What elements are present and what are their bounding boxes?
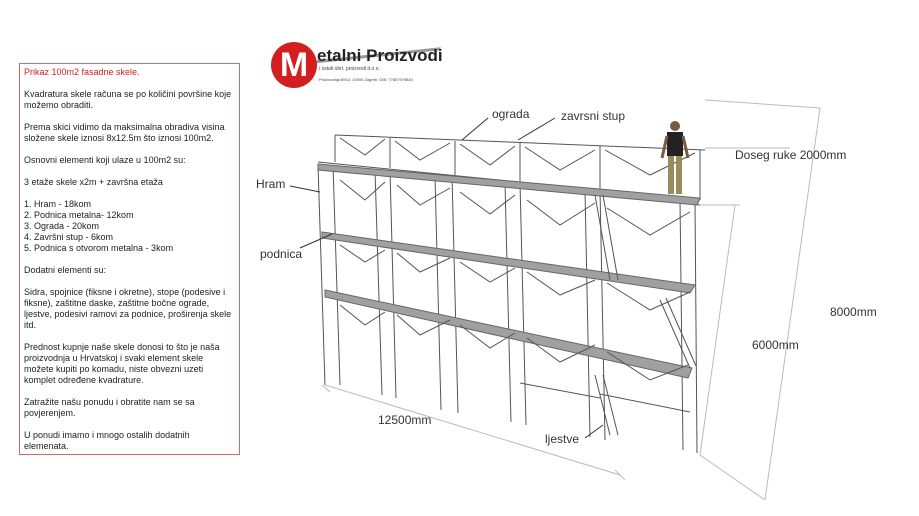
- list-item: 5. Podnica s otvorom metalna - 3kom: [24, 243, 174, 253]
- label-width-12500: 12500mm: [378, 413, 432, 427]
- logo-name: etalni Proizvodi: [317, 46, 443, 65]
- closing-paragraph: Prednost kupnje naše skele donosi to što je naša proizvodnja u Hrvatskoj i svaki element skele možete kupiti po komadu, niste obvezni uzeti komplet određene kvadrature.: [24, 342, 220, 385]
- lower-frames: [340, 180, 690, 412]
- list-item: 3. Ograda - 20kom: [24, 221, 100, 231]
- label-ljestve: ljestve: [545, 432, 580, 446]
- info-paragraph: Osnovni elementi koji ulaze u 100m2 su:: [24, 155, 186, 165]
- list-item: 1. Hram - 18kom: [24, 199, 92, 209]
- label-ograda: ograda: [492, 107, 530, 121]
- info-paragraph: Prema skici vidimo da maksimalna obradiva visina složene skele iznosi 8x12.5m što iznosi 100m2.: [24, 122, 225, 143]
- label-doseg-ruke: Doseg ruke 2000mm: [735, 148, 847, 162]
- list-item: 2. Podnica metalna- 12kom: [24, 210, 134, 220]
- logo-subtitle: i ostali obrt. proizvodi d.o.o.: [319, 66, 380, 72]
- closing-paragraph: U ponudi imamo i mnogo ostalih dodatnih elemenata.: [24, 430, 190, 451]
- extra-heading: Dodatni elementi su:: [24, 265, 107, 275]
- label-zavrsni-stup: zavrsni stup: [561, 109, 626, 123]
- info-paragraph: 3 etaže skele x2m + završna etaža: [24, 177, 163, 187]
- info-paragraph: Kvadratura skele računa se po količini površine koje možemo obraditi.: [24, 89, 232, 110]
- label-hram: Hram: [256, 177, 286, 191]
- closing-paragraph: Zatražite našu ponudu i obratite nam se sa povjerenjem.: [24, 397, 195, 418]
- list-item: 4. Završni stup - 6kom: [24, 232, 114, 242]
- logo-letter: M: [271, 42, 317, 88]
- label-podnica: podnica: [260, 247, 303, 261]
- extra-text: Sidra, spojnice (fiksne i okretne), stope (podesive i fiksne), zaštitne daske, zaštitne bočne ograde, ljestve, podesivi ramovi za podnice, proširenja skele itd.: [24, 287, 232, 330]
- person-figure: [662, 121, 688, 194]
- label-height-8000: 8000mm: [830, 305, 877, 319]
- logo-address: Proizvodnja 8913, 10000 Zagreb, OIB: 77807979840: [319, 77, 413, 82]
- label-height-6000: 6000mm: [752, 338, 799, 352]
- info-title: Prikaz 100m2 fasadne skele.: [24, 67, 140, 77]
- front-posts: [318, 165, 697, 453]
